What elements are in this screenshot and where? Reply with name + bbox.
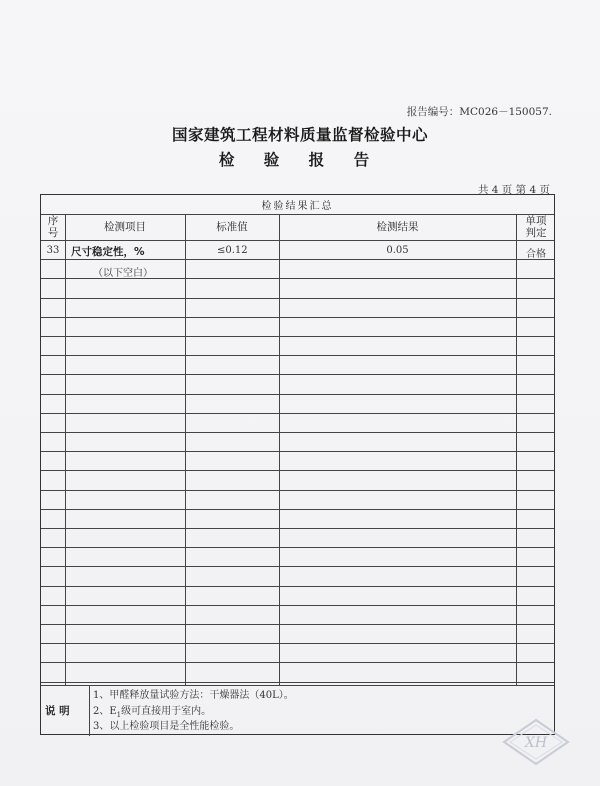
table-title: 检验结果汇总	[261, 201, 334, 212]
note-1: 1、甲醛释放量试验方法：干燥器法（40L）。	[93, 690, 294, 701]
column-header-standard: 标准值	[216, 221, 248, 233]
table-column-line	[185, 214, 186, 685]
table-row-line	[41, 490, 554, 491]
table-row-line	[41, 528, 554, 529]
table-row-line	[41, 317, 554, 318]
column-header-seq	[41, 215, 65, 239]
svg-text:XH: XH	[524, 735, 548, 751]
table-row-line	[41, 394, 554, 395]
note-2: 2、$E_1$级可直接用于室内。	[93, 706, 212, 719]
table-row-line	[41, 624, 554, 625]
table-row-line	[41, 547, 554, 548]
table-row-line	[41, 470, 554, 471]
table-column-line	[279, 214, 280, 685]
notes-label: 说 明	[45, 705, 70, 717]
table-divider	[41, 240, 554, 241]
table-row-line	[41, 662, 554, 663]
table-row-line	[41, 643, 554, 644]
table-row-line	[41, 509, 554, 510]
table-row-line	[41, 355, 554, 356]
table-row-line	[41, 451, 554, 452]
table-row-line	[41, 586, 554, 587]
column-header-judge-line2: 判定	[525, 227, 547, 239]
table-row-line	[41, 298, 554, 299]
row1-item: 尺寸稳定性，%	[71, 246, 145, 258]
column-header-result: 检测结果	[376, 221, 419, 233]
table-row-line	[41, 605, 554, 606]
table-row-line	[41, 685, 554, 686]
table-row-line	[41, 259, 554, 260]
watermark-logo	[500, 716, 572, 768]
row2-item: （以下空白）	[93, 268, 153, 279]
notes-divider	[89, 685, 90, 736]
column-header-judge	[516, 215, 556, 239]
table-row-line	[41, 413, 554, 414]
table-divider	[41, 214, 554, 215]
row1-standard: ≤0.12	[217, 245, 248, 256]
organization-title: 国家建筑工程材料质量监督检验中心	[171, 126, 428, 144]
column-header-judge-line1: 单项	[525, 215, 547, 227]
table-column-line	[65, 214, 66, 685]
table-row-line	[41, 682, 554, 683]
results-table	[40, 194, 555, 735]
table-column-line	[516, 214, 517, 685]
column-header-item: 检测项目	[104, 221, 146, 233]
column-header-seq-line2: 号	[47, 227, 59, 239]
table-row-line	[41, 432, 554, 433]
page-count: 共 4 页 第 4 页	[477, 184, 550, 196]
row1-judge: 合格	[526, 249, 546, 260]
row1-seq: 33	[46, 245, 60, 256]
table-row-line	[41, 336, 554, 337]
table-row-line	[41, 374, 554, 375]
table-row-line	[41, 566, 554, 567]
table-row-line	[41, 278, 554, 279]
row1-result: 0.05	[386, 245, 409, 256]
report-title: 检 验 报 告	[218, 151, 382, 169]
note-3: 3、以上检验项目是全性能检验。	[93, 721, 240, 732]
report-number: 报告编号：MC026－150057.	[406, 106, 552, 118]
column-header-seq-line1: 序	[47, 215, 59, 227]
